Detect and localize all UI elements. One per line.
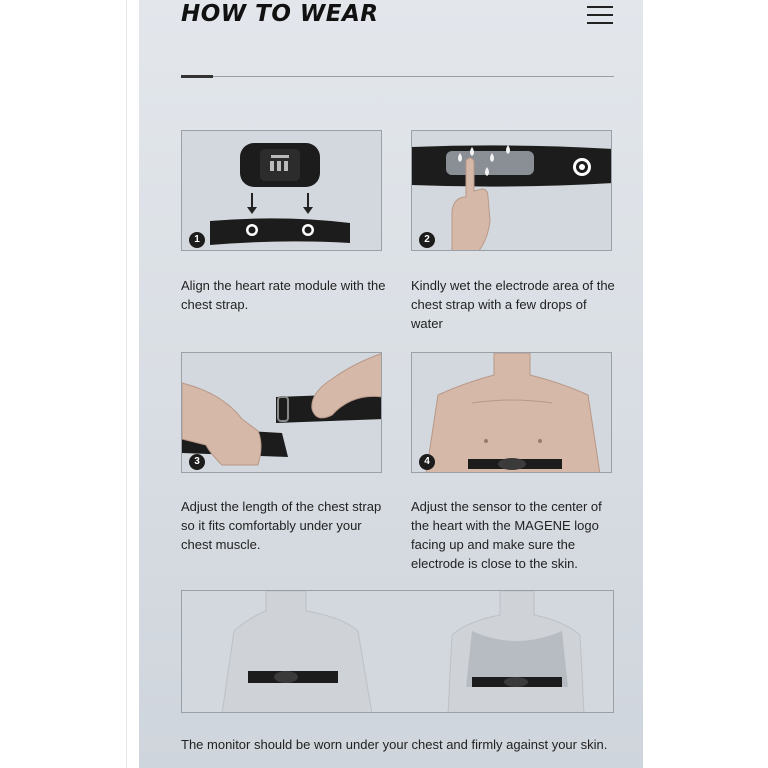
section-divider xyxy=(181,76,614,77)
step-3-caption: Adjust the length of the chest strap so it fits comfortably under your chest muscle. xyxy=(181,499,382,552)
step-3-illustration xyxy=(181,352,382,473)
hamburger-menu-icon[interactable] xyxy=(587,4,615,24)
water-drops-icon xyxy=(412,131,612,251)
step-2-illustration xyxy=(411,130,612,251)
wear-position-illustration xyxy=(181,590,614,713)
step-4-caption: Adjust the sensor to the center of the heart with the MAGENE logo facing up and make sure the electrode is close to the skin. xyxy=(411,499,602,571)
sensor-position-icon xyxy=(412,353,612,473)
module-attach-icon xyxy=(182,131,382,251)
footer-caption: The monitor should be worn under your chest and firmly against your skin. xyxy=(181,737,608,752)
step-2-caption: Kindly wet the electrode area of the chest strap with a few drops of water xyxy=(411,278,615,331)
step-1-illustration xyxy=(181,130,382,251)
step-1-caption: Align the heart rate module with the chest strap. xyxy=(181,278,386,312)
step-4-illustration xyxy=(411,352,612,473)
strap-adjust-icon xyxy=(182,353,382,473)
page-title: HOW TO WEAR xyxy=(181,1,379,27)
how-to-wear-panel xyxy=(139,0,643,768)
step-4-badge: 4 xyxy=(419,454,435,470)
wearing-figures-icon xyxy=(182,591,614,713)
step-1-badge: 1 xyxy=(189,232,205,248)
divider-accent xyxy=(181,75,213,78)
step-2-badge: 2 xyxy=(419,232,435,248)
left-border-line xyxy=(126,0,127,768)
step-3-badge: 3 xyxy=(189,454,205,470)
